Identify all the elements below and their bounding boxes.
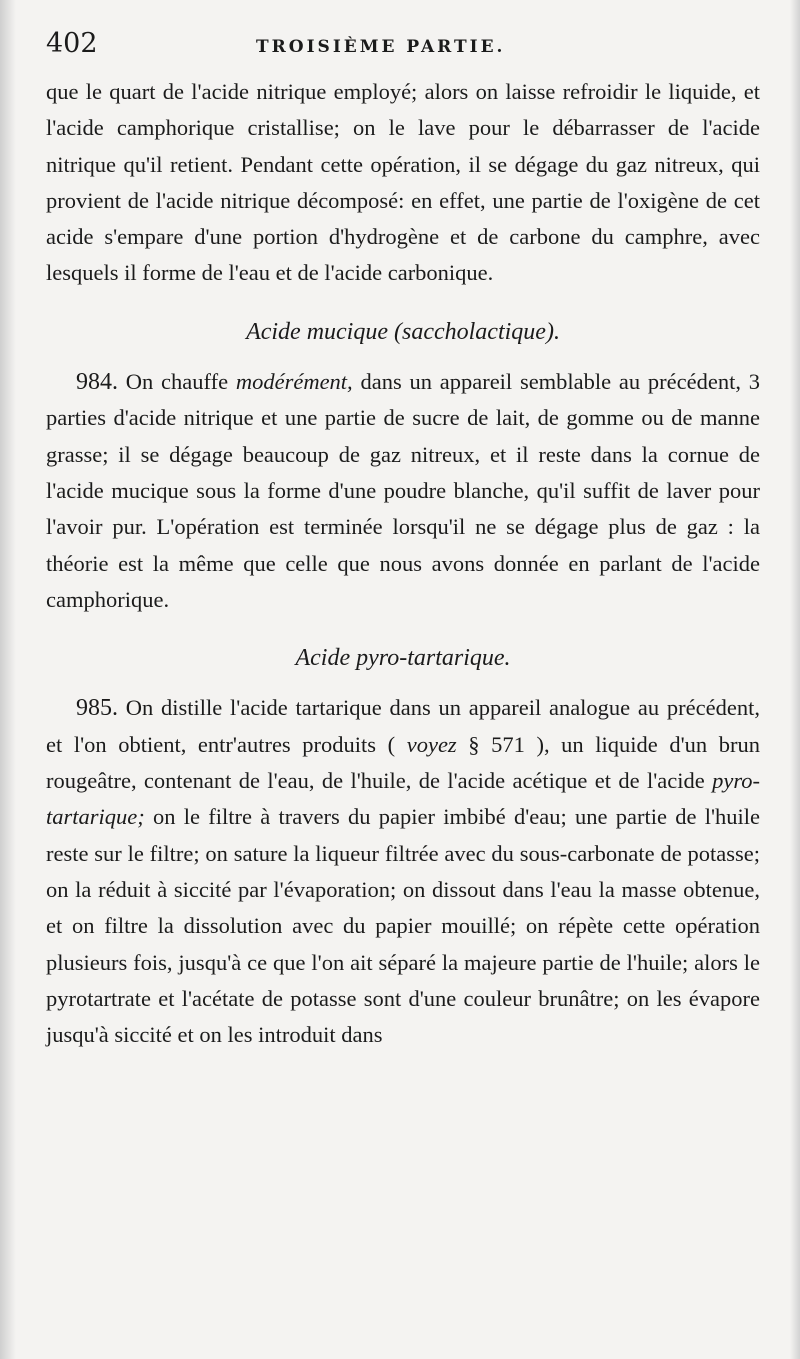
- running-title: TROISIÈME PARTIE.: [256, 37, 506, 57]
- paragraph-text: on le filtre à travers du papier imbibé d'eau; une partie de l'huile reste sur le filtre; on sature la liqueur filtrée avec du sous-carbonate de potasse; on la réduit à siccité par l'évaporation; on dissout dans l'eau la masse obtenue, et on filtre la dissolution avec du papier mouillé; on répète cette opération plusieurs fois, jusqu'à ce que l'on ait séparé la majeure partie de l'huile; alors le pyrotartrate et l'acétate de potasse sont d'une couleur brunâtre; on les évapore jusqu'à siccité et on les introduit dans: [46, 804, 760, 1048]
- emphasis-text: voyez: [406, 731, 457, 757]
- paragraph-number: 984.: [76, 369, 118, 396]
- emphasis-text: modérément,: [235, 369, 353, 395]
- paragraph-984: [46, 364, 760, 618]
- section-heading-pyro-tartarique: Acide pyro-tartarique.: [295, 645, 511, 672]
- section-heading-mucique: Acide mucique (saccholactique).: [246, 318, 560, 345]
- paragraph-number: 985.: [76, 695, 118, 722]
- paragraph-continued: que le quart de l'acide nitrique employé; alors on laisse refroidir le liquide, et l'acide camphorique cristallise; on le lave pour le débarrasser de l'acide nitrique qu'il retient. Pendant cette opération, il se dégage du gaz nitreux, qui provient de l'acide nitrique décomposé: en effet, une partie de l'oxigène de cet acide s'empare d'une portion d'hydrogène et de carbone du camphre, avec lesquels il forme de l'eau et de l'acide carbonique.: [46, 79, 760, 286]
- running-head: [46, 28, 760, 74]
- paragraph-text: § 571 ), un liquide d'un brun rougeâtre, contenant de l'eau, de l'huile, de l'acide acétique et de l'acide: [46, 731, 760, 794]
- page-number: 402: [46, 28, 98, 59]
- paragraph-985: [46, 690, 760, 1053]
- emphasis-text: pyro-tartarique;: [46, 768, 760, 830]
- body-text: [46, 74, 760, 1053]
- paragraph-text: On distille l'acide tartarique dans un appareil analogue au précédent, et l'on obtient, entr'autres produits (: [46, 695, 760, 757]
- paragraph-text: dans un appareil semblable au précédent, 3 parties d'acide nitrique et une partie de sucre de lait, de gomme ou de manne grasse; il se dégage beaucoup de gaz nitreux, et il reste dans la cornue de l'acide mucique sous la forme d'une poudre blanche, qu'il suffit de laver pour l'avoir pur. L'opération est terminée lorsqu'il ne se dégage plus de gaz : la théorie est la même que celle que nous avons donnée en parlant de l'acide camphorique.: [46, 369, 761, 612]
- paragraph-text: On chauffe: [118, 369, 236, 395]
